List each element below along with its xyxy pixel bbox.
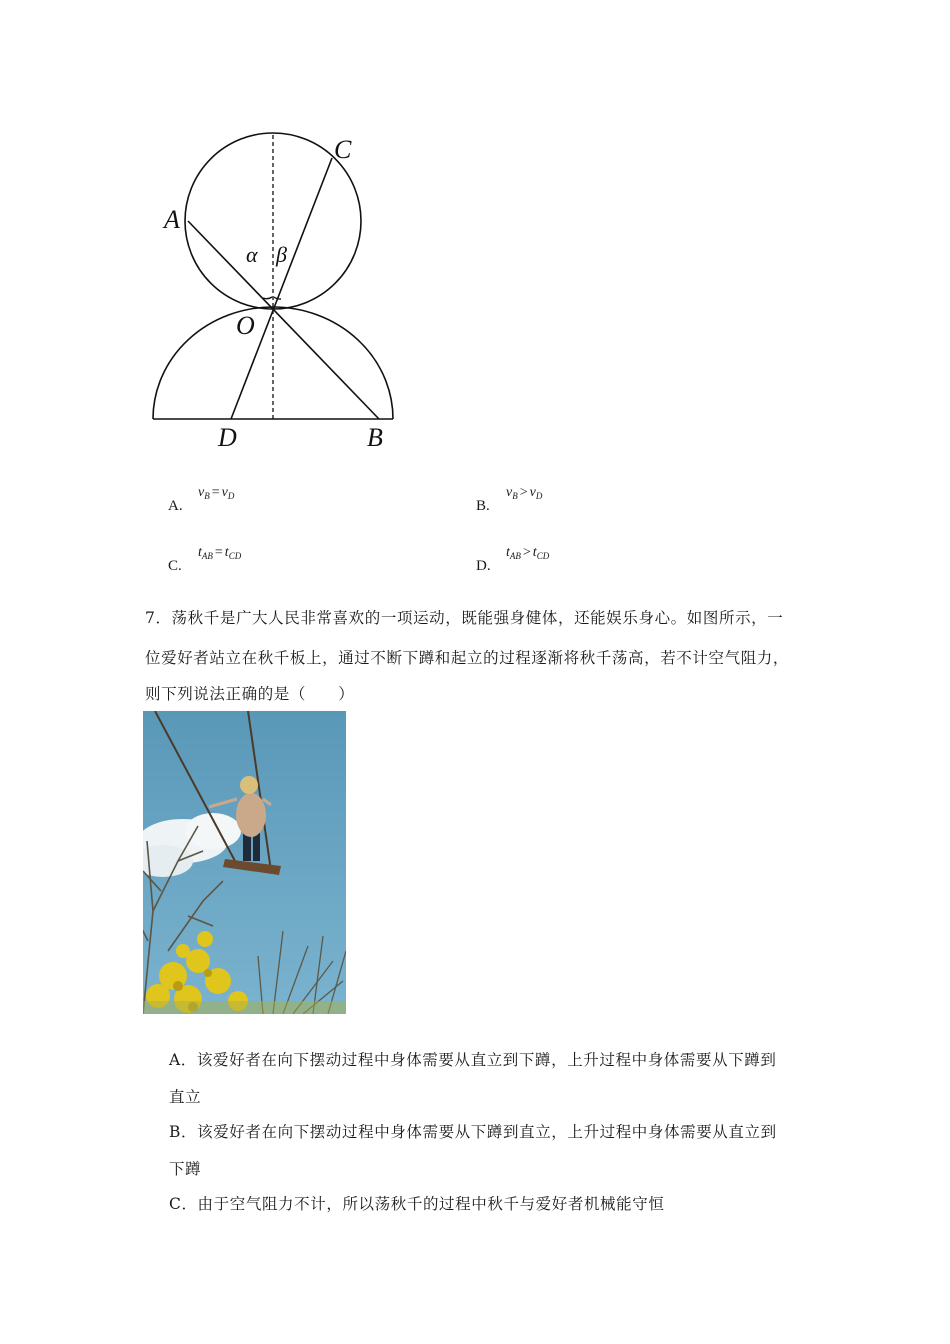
q6-option-C-letter: C.	[168, 558, 182, 574]
q6-option-D-letter: D.	[476, 558, 491, 574]
q7-option-A-line-1: A．该爱好者在向下摆动过程中身体需要从直立到下蹲，上升过程中身体需要从下蹲到	[169, 1051, 777, 1069]
line-CD	[231, 158, 332, 419]
q6-option-D-formula: $t_{AB} > t_{CD}$	[506, 545, 550, 561]
label-C: C	[334, 135, 352, 164]
q6-option-C-formula: $t_{AB} = t_{CD}$	[198, 545, 242, 561]
q7-stem-line-3: 则下列说法正确的是（ ）	[145, 685, 355, 703]
circle-geometry-figure	[140, 125, 410, 455]
q7-option-B-line-1: B．该爱好者在向下摆动过程中身体需要从下蹲到直立，上升过程中身体需要从直立到	[169, 1123, 777, 1141]
label-beta: β	[276, 242, 287, 267]
q6-option-B-letter: B.	[476, 498, 490, 514]
q7-stem-line-1: 7．荡秋千是广大人民非常喜欢的一项运动，既能强身健体，还能娱乐身心。如图所示，一	[145, 609, 784, 627]
label-O: O	[236, 311, 255, 340]
q7-option-A-line-2: 直立	[169, 1088, 202, 1106]
angle-alpha-arc	[263, 297, 272, 299]
label-alpha: α	[246, 242, 258, 267]
q6-option-A-formula: $v_B = v_D$	[198, 485, 235, 501]
q7-stem-line-2: 位爱好者站立在秋千板上，通过不断下蹲和起立的过程逐渐将秋千荡高，若不计空气阻力，	[145, 649, 790, 667]
q6-option-B-formula: $v_B > v_D$	[506, 485, 543, 501]
q7-option-B-line-2: 下蹲	[169, 1160, 202, 1178]
swing-photo	[143, 711, 346, 1014]
q6-option-A-letter: A.	[168, 498, 183, 514]
label-B: B	[367, 423, 383, 452]
label-D: D	[218, 423, 237, 452]
label-A: A	[164, 205, 180, 234]
q7-option-C-line-1: C．由于空气阻力不计，所以荡秋千的过程中秋千与爱好者机械能守恒	[169, 1195, 665, 1213]
